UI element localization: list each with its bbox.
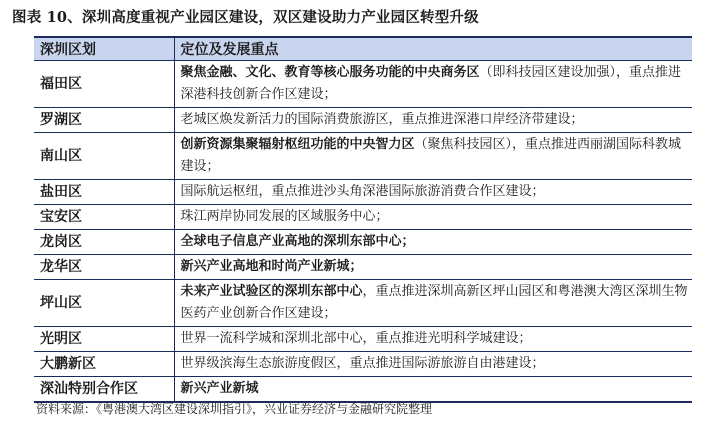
focus-bold-text: 未来产业试验区的深圳东部中心	[180, 284, 363, 299]
district-focus	[174, 352, 692, 377]
focus-bold-text: 新兴产业高地和时尚产业新城；	[180, 259, 363, 274]
source-note: 资料来源：《粤港澳大湾区建设深圳指引》，兴业证券经济与金融研究院整理	[36, 402, 433, 416]
focus-text: 国际航运枢纽，重点推进沙头角深港国际旅游消费合作区建设；	[180, 184, 545, 199]
header-district: 深圳区划	[34, 37, 174, 61]
district-name: 大鹏新区	[34, 352, 174, 377]
table-row	[34, 377, 692, 403]
header-focus: 定位及发展重点	[174, 37, 692, 61]
table-body	[34, 61, 692, 403]
district-name: 龙岗区	[34, 230, 174, 255]
district-focus	[174, 133, 692, 180]
district-focus	[174, 230, 692, 255]
district-focus	[174, 255, 692, 280]
district-name: 罗湖区	[34, 108, 174, 133]
district-name: 盐田区	[34, 180, 174, 205]
district-focus	[174, 280, 692, 327]
focus-text: ，重点推进深圳高新区坪山园区和粤港澳大湾区深圳生物医药产业创新合作区建设；	[180, 284, 688, 321]
district-name: 光明区	[34, 327, 174, 352]
district-name: 坪山区	[34, 280, 174, 327]
district-name: 福田区	[34, 61, 174, 108]
table-row	[34, 230, 692, 255]
focus-bold-text: 新兴产业新城	[180, 381, 259, 396]
table-header-row	[34, 37, 692, 61]
table-row	[34, 205, 692, 230]
table-row	[34, 280, 692, 327]
table-row	[34, 61, 692, 108]
focus-text: 老城区焕发新活力的国际消费旅游区，重点推进深港口岸经济带建设；	[180, 112, 584, 127]
table-row	[34, 327, 692, 352]
focus-text: （聚焦科技园区），重点推进西丽湖国际科教城建设；	[180, 137, 682, 174]
table-row	[34, 255, 692, 280]
district-focus	[174, 327, 692, 352]
district-name: 宝安区	[34, 205, 174, 230]
district-focus	[174, 180, 692, 205]
district-focus	[174, 205, 692, 230]
focus-text: 世界一流科学城和深圳北部中心，重点推进光明科学城建设；	[180, 331, 532, 346]
table-row	[34, 133, 692, 180]
table-row	[34, 352, 692, 377]
focus-bold-text: 全球电子信息产业高地的深圳东部中心；	[180, 234, 415, 249]
focus-text: 世界级滨海生态旅游度假区，重点推进国际游旅游自由港建设；	[180, 356, 545, 371]
table-row	[34, 108, 692, 133]
table-row	[34, 180, 692, 205]
district-focus	[174, 61, 692, 108]
district-name: 南山区	[34, 133, 174, 180]
figure-title: 图表 10、深圳高度重视产业园区建设，双区建设助力产业园区转型升级	[12, 9, 479, 26]
focus-bold-text: 聚焦金融、文化、教育等核心服务功能的中央商务区	[180, 65, 480, 80]
district-name: 深汕特别合作区	[34, 377, 174, 403]
districts-table	[34, 36, 692, 403]
district-focus	[174, 377, 692, 403]
district-name: 龙华区	[34, 255, 174, 280]
focus-bold-text: 创新资源集聚辐射枢纽功能的中央智力区	[180, 137, 415, 152]
focus-text: （即科技园区建设加强），重点推进深港科技创新合作区建设；	[180, 65, 682, 102]
focus-text: 珠江两岸协同发展的区域服务中心；	[180, 209, 389, 224]
district-focus	[174, 108, 692, 133]
